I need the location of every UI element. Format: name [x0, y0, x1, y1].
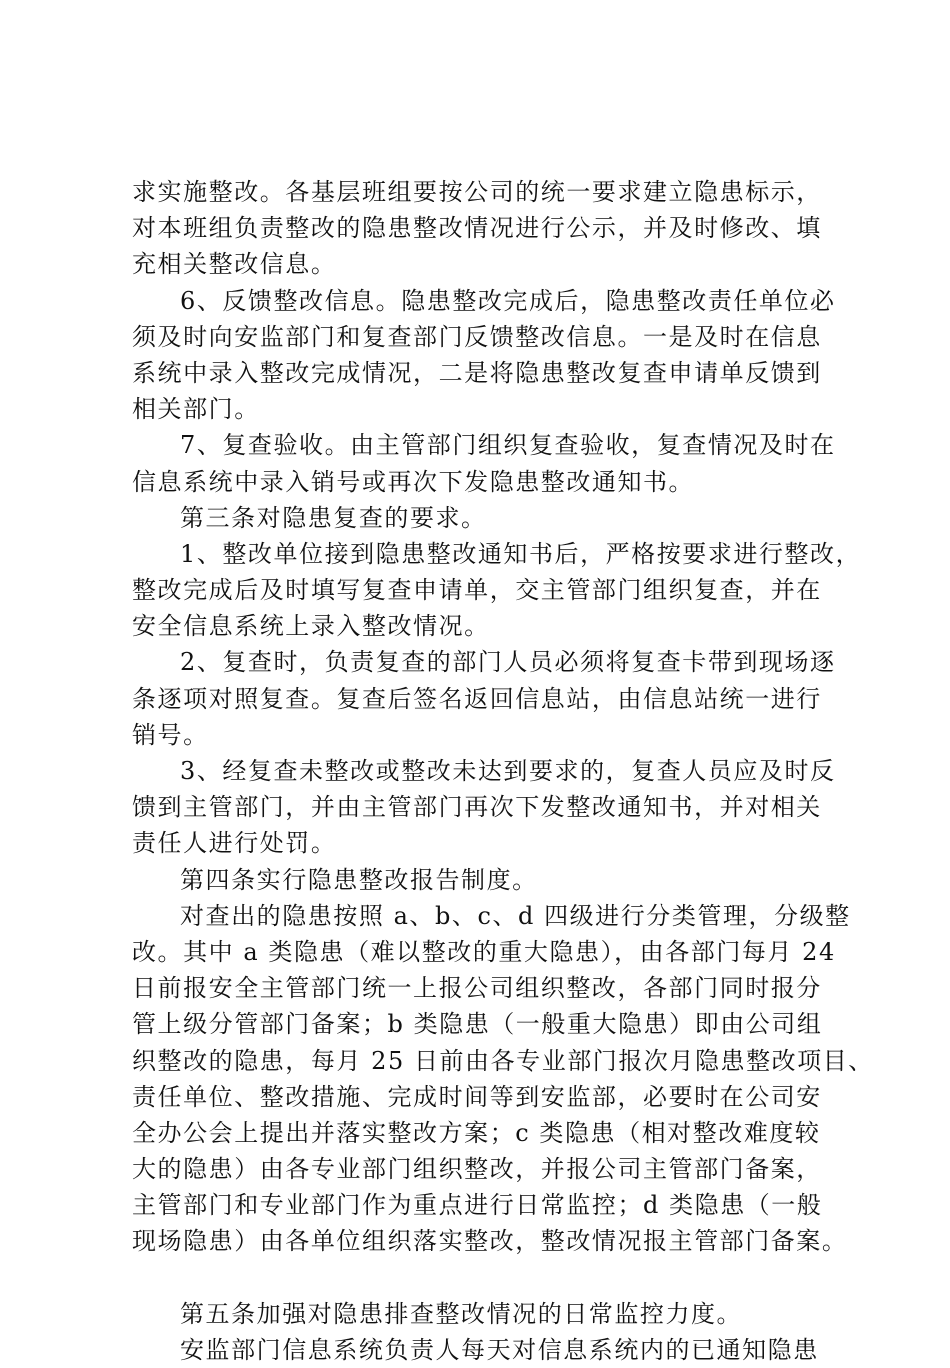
section-heading: 第三条对隐患复查的要求。: [180, 503, 487, 532]
paragraph-line: 3、经复查未整改或整改未达到要求的，复查人员应及时反: [180, 757, 836, 785]
paragraph-line: 系统中录入整改完成情况，二是将隐患整改复查申请单反馈到: [132, 358, 822, 387]
paragraph-line: 责任人进行处罚。: [132, 829, 337, 858]
paragraph-line: 馈到主管部门，并由主管部门再次下发整改通知书，并对相关: [132, 793, 822, 822]
section-heading: 第四条实行隐患整改报告制度。: [180, 865, 538, 894]
paragraph-line: 7、复查验收。由主管部门组织复查验收，复查情况及时在: [180, 431, 836, 460]
paragraph-line: 信息系统中录入销号或再次下发隐患整改通知书。: [132, 467, 695, 496]
paragraph-line: 织整改的隐患，每月 25 日前由各专业部门报次月隐患整改项目、: [132, 1046, 874, 1075]
paragraph-line: 6、反馈整改信息。隐患整改完成后，隐患整改责任单位必: [180, 286, 836, 315]
paragraph-line: 1、整改单位接到隐患整改通知书后，严格按要求进行整改，: [180, 539, 862, 568]
paragraph-line: 整改完成后及时填写复查申请单，交主管部门组织复查，并在: [132, 576, 822, 605]
paragraph-line: 主管部门和专业部门作为重点进行日常监控；d 类隐患（一般: [132, 1191, 823, 1220]
document-body: [132, 174, 874, 1368]
paragraph-line: 现场隐患）由各单位组织落实整改，整改情况报主管部门备案。: [132, 1227, 848, 1256]
section-heading: 第五条加强对隐患排查整改情况的日常监控力度。: [180, 1299, 743, 1328]
paragraph-line: 安全信息系统上录入整改情况。: [132, 612, 490, 641]
paragraph-line: 对本班组负责整改的隐患整改情况进行公示，并及时修改、填: [132, 214, 822, 243]
paragraph-line: 充相关整改信息。: [132, 250, 337, 279]
paragraph-line: 须及时向安监部门和复查部门反馈整改信息。一是及时在信息: [132, 322, 822, 351]
paragraph-line: 改。其中 a 类隐患（难以整改的重大隐患），由各部门每月 24: [132, 937, 836, 966]
paragraph-line: 全办公会上提出并落实整改方案；c 类隐患（相对整改难度较: [132, 1118, 821, 1147]
paragraph-line: 责任单位、整改措施、完成时间等到安监部，必要时在公司安: [132, 1082, 822, 1111]
paragraph-line: 日前报安全主管部门统一上报公司组织整改，各部门同时报分: [132, 974, 822, 1003]
paragraph-line: 条逐项对照复查。复查后签名返回信息站，由信息站统一进行: [132, 684, 822, 713]
paragraph-line: 大的隐患）由各专业部门组织整改，并报公司主管部门备案，: [132, 1155, 822, 1184]
paragraph-line: 对查出的隐患按照 a、b、c、d 四级进行分类管理，分级整: [180, 901, 851, 930]
paragraph-line: 销号。: [132, 720, 209, 749]
paragraph-line: 2、复查时，负责复查的部门人员必须将复查卡带到现场逐: [180, 648, 836, 677]
paragraph-line: 安监部门信息系统负责人每天对信息系统内的已通知隐患: [180, 1335, 819, 1364]
paragraph-line: 求实施整改。各基层班组要按公司的统一要求建立隐患标示，: [132, 178, 822, 206]
paragraph-line: 相关部门。: [132, 395, 260, 424]
paragraph-line: 管上级分管部门备案；b 类隐患（一般重大隐患）即由公司组: [132, 1010, 823, 1039]
paragraph-gap: [132, 1260, 832, 1296]
